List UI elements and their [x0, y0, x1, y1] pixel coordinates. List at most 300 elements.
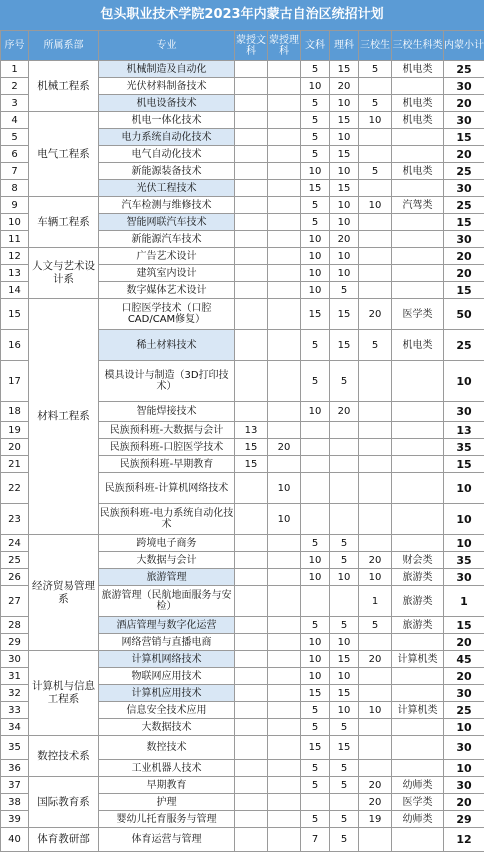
subtotal-cell: 15 [444, 617, 484, 634]
row-number-cell: 36 [1, 760, 29, 777]
vocational-category-cell: 机电类 [392, 163, 444, 180]
column-header: 所属系部 [29, 31, 99, 61]
vocational-category-cell: 旅游类 [392, 586, 444, 617]
vocational-category-cell [392, 736, 444, 760]
table-row [1, 651, 484, 668]
mongolian-arts-cell [235, 651, 268, 668]
row-number-cell: 17 [1, 361, 29, 402]
mongolian-arts-cell [235, 586, 268, 617]
mongolian-science-cell [268, 811, 301, 828]
vocational-category-cell [392, 231, 444, 248]
arts-cell: 5 [301, 535, 330, 552]
major-cell: 建筑室内设计 [99, 265, 235, 282]
mongolian-arts-cell [235, 214, 268, 231]
science-cell: 10 [330, 634, 359, 651]
vocational-cell [359, 535, 392, 552]
major-cell: 网络营销与直播电商 [99, 634, 235, 651]
mongolian-science-cell [268, 634, 301, 651]
mongolian-arts-cell [235, 828, 268, 852]
mongolian-arts-cell [235, 634, 268, 651]
department-cell: 数控技术系 [29, 736, 99, 777]
vocational-category-cell [392, 248, 444, 265]
subtotal-cell: 30 [444, 685, 484, 702]
vocational-cell [359, 146, 392, 163]
subtotal-cell: 30 [444, 180, 484, 197]
mongolian-science-cell [268, 586, 301, 617]
science-cell: 15 [330, 180, 359, 197]
vocational-cell [359, 248, 392, 265]
science-cell: 10 [330, 214, 359, 231]
department-cell: 车辆工程系 [29, 197, 99, 248]
mongolian-science-cell [268, 685, 301, 702]
vocational-category-cell [392, 402, 444, 422]
major-cell: 旅游管理（民航地面服务与安检） [99, 586, 235, 617]
department-cell: 机械工程系 [29, 61, 99, 112]
major-cell: 民族预科班-电力系统自动化技术 [99, 504, 235, 535]
science-cell: 20 [330, 402, 359, 422]
major-cell: 护理 [99, 794, 235, 811]
vocational-cell [359, 668, 392, 685]
page-title: 包头职业技术学院2023年内蒙古自治区统招计划 [0, 0, 484, 30]
major-cell: 机电设备技术 [99, 95, 235, 112]
major-cell: 计算机应用技术 [99, 685, 235, 702]
column-header: 三校生科类 [392, 31, 444, 61]
major-cell: 电力系统自动化技术 [99, 129, 235, 146]
arts-cell: 10 [301, 569, 330, 586]
vocational-cell: 20 [359, 299, 392, 330]
row-number-cell: 23 [1, 504, 29, 535]
mongolian-arts-cell [235, 163, 268, 180]
row-number-cell: 10 [1, 214, 29, 231]
vocational-cell [359, 78, 392, 95]
subtotal-cell: 20 [444, 794, 484, 811]
subtotal-cell: 45 [444, 651, 484, 668]
science-cell [330, 504, 359, 535]
vocational-category-cell [392, 504, 444, 535]
row-number-cell: 16 [1, 330, 29, 361]
vocational-cell: 5 [359, 617, 392, 634]
department-cell: 经济贸易管理系 [29, 535, 99, 651]
row-number-cell: 34 [1, 719, 29, 736]
subtotal-cell: 15 [444, 282, 484, 299]
row-number-cell: 9 [1, 197, 29, 214]
mongolian-science-cell: 10 [268, 473, 301, 504]
major-cell: 大数据技术 [99, 719, 235, 736]
mongolian-arts-cell [235, 569, 268, 586]
science-cell: 15 [330, 330, 359, 361]
arts-cell [301, 504, 330, 535]
arts-cell: 5 [301, 719, 330, 736]
science-cell: 5 [330, 617, 359, 634]
subtotal-cell: 10 [444, 719, 484, 736]
subtotal-cell: 50 [444, 299, 484, 330]
major-cell: 计算机网络技术 [99, 651, 235, 668]
column-header: 专业 [99, 31, 235, 61]
vocational-category-cell [392, 668, 444, 685]
row-number-cell: 33 [1, 702, 29, 719]
mongolian-arts-cell [235, 736, 268, 760]
vocational-category-cell: 机电类 [392, 61, 444, 78]
subtotal-cell: 25 [444, 702, 484, 719]
vocational-category-cell [392, 129, 444, 146]
mongolian-science-cell [268, 112, 301, 129]
vocational-category-cell: 旅游类 [392, 569, 444, 586]
subtotal-cell: 30 [444, 569, 484, 586]
science-cell [330, 439, 359, 456]
row-number-cell: 13 [1, 265, 29, 282]
science-cell: 10 [330, 265, 359, 282]
subtotal-cell: 20 [444, 634, 484, 651]
major-cell: 机电一体化技术 [99, 112, 235, 129]
arts-cell: 15 [301, 736, 330, 760]
vocational-category-cell [392, 214, 444, 231]
subtotal-cell: 29 [444, 811, 484, 828]
row-number-cell: 31 [1, 668, 29, 685]
vocational-cell: 20 [359, 794, 392, 811]
row-number-cell: 19 [1, 422, 29, 439]
vocational-cell [359, 719, 392, 736]
arts-cell: 10 [301, 634, 330, 651]
major-cell: 智能焊接技术 [99, 402, 235, 422]
row-number-cell: 7 [1, 163, 29, 180]
major-cell: 广告艺术设计 [99, 248, 235, 265]
vocational-cell [359, 504, 392, 535]
major-cell: 信息安全技术应用 [99, 702, 235, 719]
vocational-category-cell: 汽驾类 [392, 197, 444, 214]
mongolian-science-cell: 10 [268, 504, 301, 535]
subtotal-cell: 35 [444, 439, 484, 456]
vocational-category-cell [392, 282, 444, 299]
subtotal-cell: 25 [444, 330, 484, 361]
arts-cell: 10 [301, 265, 330, 282]
row-number-cell: 37 [1, 777, 29, 794]
subtotal-cell: 30 [444, 231, 484, 248]
major-cell: 婴幼儿托育服务与管理 [99, 811, 235, 828]
enrollment-table [0, 30, 484, 852]
mongolian-science-cell [268, 61, 301, 78]
subtotal-cell: 15 [444, 129, 484, 146]
vocational-category-cell: 计算机类 [392, 702, 444, 719]
vocational-category-cell: 计算机类 [392, 651, 444, 668]
vocational-cell [359, 634, 392, 651]
table-row [1, 736, 484, 760]
mongolian-arts-cell [235, 265, 268, 282]
mongolian-science-cell [268, 402, 301, 422]
vocational-cell: 5 [359, 95, 392, 112]
mongolian-arts-cell [235, 552, 268, 569]
major-cell: 口腔医学技术（口腔CAD/CAM修复） [99, 299, 235, 330]
mongolian-arts-cell [235, 330, 268, 361]
row-number-cell: 21 [1, 456, 29, 473]
science-cell: 10 [330, 95, 359, 112]
mongolian-arts-cell [235, 504, 268, 535]
science-cell: 5 [330, 760, 359, 777]
row-number-cell: 27 [1, 586, 29, 617]
mongolian-arts-cell [235, 794, 268, 811]
subtotal-cell: 13 [444, 422, 484, 439]
row-number-cell: 15 [1, 299, 29, 330]
major-cell: 汽车检测与维修技术 [99, 197, 235, 214]
vocational-cell [359, 422, 392, 439]
vocational-cell [359, 361, 392, 402]
science-cell [330, 456, 359, 473]
vocational-category-cell [392, 439, 444, 456]
row-number-cell: 14 [1, 282, 29, 299]
row-number-cell: 22 [1, 473, 29, 504]
science-cell: 10 [330, 702, 359, 719]
major-cell: 民族预科班-口腔医学技术 [99, 439, 235, 456]
arts-cell: 5 [301, 330, 330, 361]
vocational-category-cell: 旅游类 [392, 617, 444, 634]
column-header: 序号 [1, 31, 29, 61]
mongolian-science-cell [268, 248, 301, 265]
department-cell: 材料工程系 [29, 299, 99, 535]
science-cell: 20 [330, 231, 359, 248]
arts-cell: 5 [301, 617, 330, 634]
arts-cell: 10 [301, 651, 330, 668]
arts-cell: 15 [301, 685, 330, 702]
arts-cell: 5 [301, 95, 330, 112]
arts-cell: 10 [301, 668, 330, 685]
mongolian-science-cell [268, 422, 301, 439]
vocational-cell: 10 [359, 112, 392, 129]
row-number-cell: 20 [1, 439, 29, 456]
major-cell: 机械制造及自动化 [99, 61, 235, 78]
subtotal-cell: 15 [444, 456, 484, 473]
mongolian-science-cell [268, 78, 301, 95]
science-cell [330, 586, 359, 617]
vocational-cell [359, 736, 392, 760]
major-cell: 新能源汽车技术 [99, 231, 235, 248]
arts-cell: 7 [301, 828, 330, 852]
arts-cell: 5 [301, 811, 330, 828]
mongolian-arts-cell [235, 402, 268, 422]
mongolian-science-cell [268, 794, 301, 811]
arts-cell: 10 [301, 78, 330, 95]
vocational-cell [359, 473, 392, 504]
subtotal-cell: 20 [444, 265, 484, 282]
arts-cell: 15 [301, 180, 330, 197]
major-cell: 工业机器人技术 [99, 760, 235, 777]
arts-cell: 5 [301, 777, 330, 794]
vocational-cell: 20 [359, 777, 392, 794]
science-cell [330, 794, 359, 811]
mongolian-science-cell [268, 569, 301, 586]
vocational-category-cell [392, 535, 444, 552]
vocational-category-cell: 机电类 [392, 112, 444, 129]
row-number-cell: 3 [1, 95, 29, 112]
vocational-cell [359, 760, 392, 777]
vocational-category-cell [392, 361, 444, 402]
science-cell: 5 [330, 282, 359, 299]
arts-cell [301, 586, 330, 617]
major-cell: 物联网应用技术 [99, 668, 235, 685]
row-number-cell: 25 [1, 552, 29, 569]
vocational-cell [359, 129, 392, 146]
arts-cell: 10 [301, 248, 330, 265]
mongolian-arts-cell [235, 535, 268, 552]
mongolian-science-cell [268, 180, 301, 197]
arts-cell: 5 [301, 146, 330, 163]
table-row [1, 112, 484, 129]
column-header: 蒙授文科 [235, 31, 268, 61]
major-cell: 智能网联汽车技术 [99, 214, 235, 231]
mongolian-arts-cell [235, 473, 268, 504]
mongolian-science-cell [268, 828, 301, 852]
mongolian-arts-cell [235, 231, 268, 248]
mongolian-arts-cell: 13 [235, 422, 268, 439]
arts-cell [301, 473, 330, 504]
row-number-cell: 4 [1, 112, 29, 129]
science-cell: 5 [330, 777, 359, 794]
subtotal-cell: 10 [444, 473, 484, 504]
vocational-category-cell: 财会类 [392, 552, 444, 569]
vocational-cell: 5 [359, 61, 392, 78]
arts-cell: 15 [301, 299, 330, 330]
mongolian-arts-cell [235, 777, 268, 794]
subtotal-cell: 30 [444, 402, 484, 422]
vocational-cell [359, 439, 392, 456]
major-cell: 稀土材料技术 [99, 330, 235, 361]
science-cell: 15 [330, 736, 359, 760]
mongolian-arts-cell [235, 78, 268, 95]
row-number-cell: 32 [1, 685, 29, 702]
table-row [1, 248, 484, 265]
subtotal-cell: 25 [444, 61, 484, 78]
major-cell: 数字媒体艺术设计 [99, 282, 235, 299]
row-number-cell: 39 [1, 811, 29, 828]
row-number-cell: 26 [1, 569, 29, 586]
major-cell: 光伏工程技术 [99, 180, 235, 197]
mongolian-arts-cell [235, 668, 268, 685]
row-number-cell: 29 [1, 634, 29, 651]
subtotal-cell: 30 [444, 777, 484, 794]
column-header: 内蒙小计 [444, 31, 484, 61]
table-row [1, 61, 484, 78]
arts-cell: 10 [301, 163, 330, 180]
mongolian-arts-cell [235, 811, 268, 828]
column-header: 文科 [301, 31, 330, 61]
row-number-cell: 2 [1, 78, 29, 95]
subtotal-cell: 30 [444, 736, 484, 760]
mongolian-arts-cell [235, 685, 268, 702]
arts-cell: 5 [301, 702, 330, 719]
vocational-category-cell [392, 265, 444, 282]
science-cell: 15 [330, 61, 359, 78]
subtotal-cell: 30 [444, 78, 484, 95]
arts-cell: 10 [301, 402, 330, 422]
major-cell: 光伏材料制备技术 [99, 78, 235, 95]
science-cell: 5 [330, 811, 359, 828]
row-number-cell: 38 [1, 794, 29, 811]
vocational-cell [359, 180, 392, 197]
mongolian-arts-cell [235, 282, 268, 299]
department-cell: 国际教育系 [29, 777, 99, 828]
mongolian-science-cell [268, 552, 301, 569]
mongolian-science-cell [268, 668, 301, 685]
vocational-category-cell [392, 685, 444, 702]
vocational-cell: 20 [359, 651, 392, 668]
mongolian-science-cell [268, 361, 301, 402]
arts-cell [301, 422, 330, 439]
vocational-category-cell: 机电类 [392, 330, 444, 361]
mongolian-arts-cell [235, 112, 268, 129]
vocational-cell: 1 [359, 586, 392, 617]
major-cell: 模具设计与制造（3D打印技术） [99, 361, 235, 402]
mongolian-arts-cell [235, 248, 268, 265]
mongolian-science-cell [268, 736, 301, 760]
subtotal-cell: 25 [444, 197, 484, 214]
subtotal-cell: 15 [444, 214, 484, 231]
science-cell: 5 [330, 552, 359, 569]
arts-cell [301, 439, 330, 456]
vocational-cell [359, 402, 392, 422]
table-row [1, 299, 484, 330]
mongolian-arts-cell [235, 719, 268, 736]
science-cell: 10 [330, 129, 359, 146]
vocational-cell [359, 282, 392, 299]
major-cell: 酒店管理与数字化运营 [99, 617, 235, 634]
subtotal-cell: 20 [444, 668, 484, 685]
mongolian-arts-cell [235, 129, 268, 146]
science-cell: 10 [330, 248, 359, 265]
table-row [1, 535, 484, 552]
science-cell: 10 [330, 569, 359, 586]
row-number-cell: 12 [1, 248, 29, 265]
science-cell: 15 [330, 685, 359, 702]
vocational-cell: 19 [359, 811, 392, 828]
subtotal-cell: 10 [444, 504, 484, 535]
mongolian-arts-cell [235, 197, 268, 214]
mongolian-science-cell [268, 197, 301, 214]
mongolian-arts-cell: 15 [235, 439, 268, 456]
vocational-cell [359, 456, 392, 473]
science-cell: 15 [330, 146, 359, 163]
subtotal-cell: 10 [444, 760, 484, 777]
vocational-cell [359, 265, 392, 282]
science-cell: 15 [330, 112, 359, 129]
mongolian-science-cell [268, 777, 301, 794]
row-number-cell: 18 [1, 402, 29, 422]
mongolian-arts-cell [235, 180, 268, 197]
vocational-cell: 10 [359, 197, 392, 214]
major-cell: 旅游管理 [99, 569, 235, 586]
vocational-category-cell [392, 473, 444, 504]
column-header: 三校生 [359, 31, 392, 61]
mongolian-arts-cell [235, 61, 268, 78]
major-cell: 数控技术 [99, 736, 235, 760]
table-body [1, 61, 484, 852]
vocational-category-cell [392, 828, 444, 852]
mongolian-arts-cell [235, 702, 268, 719]
subtotal-cell: 1 [444, 586, 484, 617]
science-cell: 5 [330, 828, 359, 852]
department-cell: 体育教研部 [29, 828, 99, 852]
science-cell: 10 [330, 668, 359, 685]
row-number-cell: 35 [1, 736, 29, 760]
subtotal-cell: 35 [444, 552, 484, 569]
department-cell: 电气工程系 [29, 112, 99, 197]
mongolian-science-cell [268, 265, 301, 282]
vocational-category-cell [392, 180, 444, 197]
mongolian-science-cell [268, 651, 301, 668]
mongolian-science-cell [268, 129, 301, 146]
major-cell: 大数据与会计 [99, 552, 235, 569]
science-cell: 20 [330, 78, 359, 95]
mongolian-arts-cell [235, 617, 268, 634]
vocational-cell [359, 214, 392, 231]
vocational-cell: 5 [359, 163, 392, 180]
